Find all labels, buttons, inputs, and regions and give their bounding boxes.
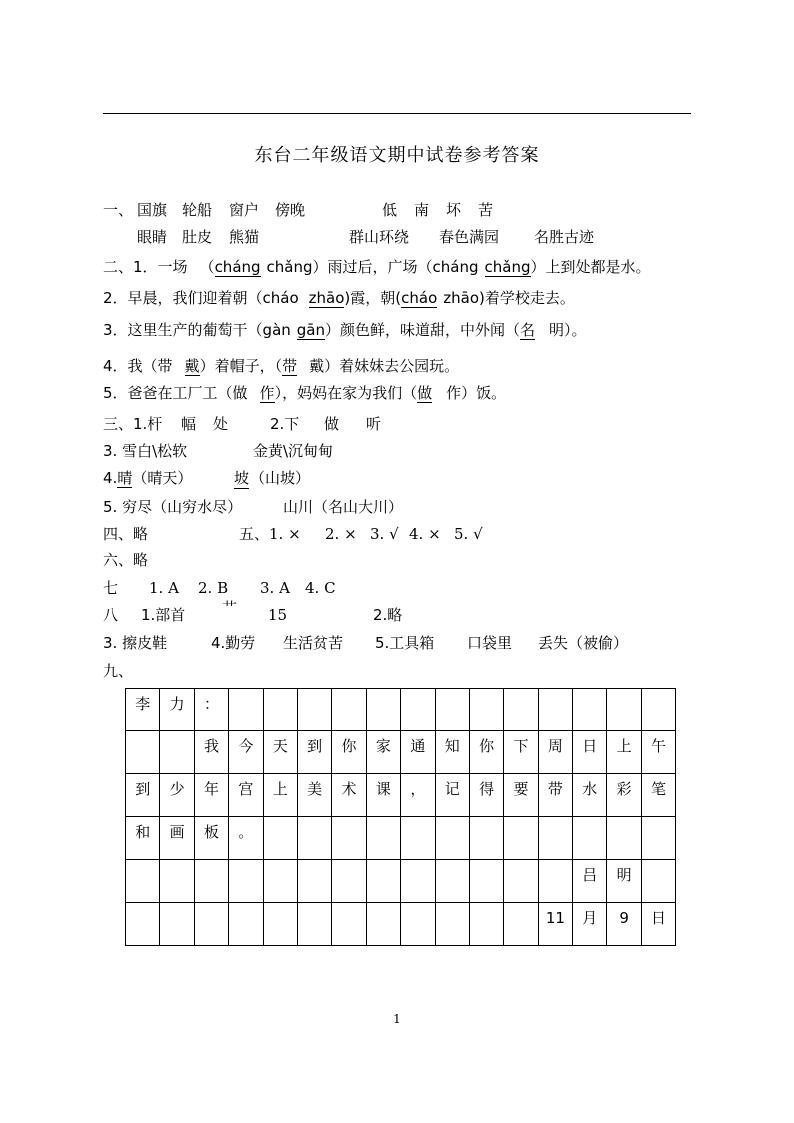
section-2-line-5 [103, 383, 506, 403]
grid-cell [469, 689, 503, 731]
grid-cell [366, 689, 400, 731]
underlined-answer: 带 [282, 357, 298, 375]
grid-cell [366, 860, 400, 903]
text: ）颜色鲜，味道甜，中外闻（ [325, 321, 521, 339]
text: cháng [432, 258, 479, 276]
section-4-5 [103, 524, 483, 544]
text: 2. B [198, 579, 229, 597]
grid-cell: 天 [263, 731, 297, 774]
grid-cell [469, 817, 503, 860]
grid-cell [263, 689, 297, 731]
text: 生活贫苦 [283, 634, 344, 652]
text: 处 [213, 415, 229, 433]
text: ）上到处都是水。 [530, 258, 651, 276]
grid-cell: 要 [504, 774, 538, 817]
grid-cell: 上 [263, 774, 297, 817]
text: 5. √ [454, 525, 483, 543]
grid-cell: 和 [126, 817, 160, 860]
grid-cell [160, 903, 194, 946]
grid-cell [263, 903, 297, 946]
grid-cell: 笔 [641, 774, 675, 817]
section-3-line-1 [103, 414, 382, 434]
grid-row [126, 817, 676, 860]
grid-cell: 午 [641, 731, 675, 774]
grid-row [126, 903, 676, 946]
grid-cell: 得 [469, 774, 503, 817]
section-7 [103, 578, 336, 598]
grid-cell [194, 903, 228, 946]
grid-cell: 你 [332, 731, 366, 774]
text: 4.勤劳 [211, 634, 256, 652]
grid-cell [641, 689, 675, 731]
grid-row [126, 689, 676, 731]
text: 作）饭。 [446, 384, 507, 402]
grid-cell [538, 817, 572, 860]
grid-cell [229, 903, 263, 946]
text: chǎng [266, 258, 313, 276]
grid-cell: 日 [641, 903, 675, 946]
grid-cell: 年 [194, 774, 228, 817]
underlined-answer: 晴 [117, 469, 133, 487]
text: 戴）着妹妹去公园玩。 [309, 357, 460, 375]
text: 4. C [305, 579, 336, 597]
grid-cell: 美 [297, 774, 331, 817]
grid-cell [126, 903, 160, 946]
grid-cell: 周 [538, 731, 572, 774]
grid-cell: 水 [573, 774, 607, 817]
text: 4. × [409, 525, 441, 543]
section-2-line-2 [103, 288, 575, 308]
grid-cell [297, 817, 331, 860]
grid-cell [641, 860, 675, 903]
grid-cell [160, 731, 194, 774]
grid-cell: 到 [297, 731, 331, 774]
grid-cell: 知 [435, 731, 469, 774]
underlined-answer: 名 [520, 321, 536, 339]
grid-cell [229, 689, 263, 731]
section-8-line-1 [103, 599, 403, 625]
section-8-line-2 [103, 633, 629, 653]
answer-word: 苦 [478, 201, 494, 219]
grid-cell: 李 [126, 689, 160, 731]
answer-word: 熊猫 [229, 228, 260, 246]
grid-cell: 明 [607, 860, 641, 903]
answer-word: 轮船 [182, 201, 213, 219]
grid-cell: 力 [160, 689, 194, 731]
grid-cell: 带 [538, 774, 572, 817]
text: 3. A [260, 579, 290, 597]
text: 丢失（被偷） [538, 634, 629, 652]
text: （山坡） [250, 469, 311, 487]
text: 四、略 [103, 525, 149, 543]
text: （晴天） [132, 469, 193, 487]
answer-word: 坏 [446, 201, 462, 219]
grid-cell: 宫 [229, 774, 263, 817]
grid-cell: ： [194, 689, 228, 731]
grid-cell [573, 689, 607, 731]
grid-cell: 少 [160, 774, 194, 817]
grid-cell [263, 817, 297, 860]
page-number: 1 [393, 1012, 401, 1026]
answer-word: 低 [382, 201, 398, 219]
grid-cell [504, 903, 538, 946]
text: 2．早晨，我们迎着朝（cháo [103, 289, 299, 307]
radical-glyph: 艹 [222, 599, 238, 617]
answer-word: 群山环绕 [349, 228, 410, 246]
answer-word: 傍晚 [275, 201, 306, 219]
text: 山川（名山大川） [283, 498, 404, 516]
writing-grid [125, 688, 676, 946]
grid-cell [297, 860, 331, 903]
text: 2.下 [270, 415, 300, 433]
grid-cell: 。 [229, 817, 263, 860]
grid-cell: 下 [504, 731, 538, 774]
grid-cell [126, 731, 160, 774]
grid-cell [573, 817, 607, 860]
underlined-answer: 戴 [184, 357, 200, 375]
answer-word: 窗户 [229, 201, 260, 219]
grid-row [126, 731, 676, 774]
grid-cell: ， [401, 774, 435, 817]
grid-cell: 到 [126, 774, 160, 817]
grid-cell [194, 860, 228, 903]
grid-cell [366, 903, 400, 946]
section-3-line-3 [103, 468, 311, 488]
grid-cell [435, 817, 469, 860]
grid-cell: 板 [194, 817, 228, 860]
text: 3. 雪白\松软 [103, 442, 188, 460]
text: （ [199, 258, 215, 276]
grid-cell [229, 860, 263, 903]
grid-cell: 今 [229, 731, 263, 774]
text: 3. √ [370, 525, 399, 543]
grid-cell [401, 903, 435, 946]
grid-cell: 术 [332, 774, 366, 817]
text: 八 [103, 606, 119, 624]
section-2-line-1 [103, 257, 651, 277]
grid-cell [435, 689, 469, 731]
text: )霞，朝( [344, 289, 402, 307]
text: ），妈妈在家为我们（ [274, 384, 418, 402]
grid-cell [641, 817, 675, 860]
text: 1.部首 [141, 606, 186, 624]
grid-cell [435, 860, 469, 903]
grid-row [126, 860, 676, 903]
section-9: 九、 [103, 662, 134, 680]
text: 2.略 [373, 606, 403, 624]
grid-cell [538, 689, 572, 731]
underlined-answer: cháo [401, 289, 438, 307]
text: 幅 [181, 415, 197, 433]
section-2-line-3 [103, 320, 587, 340]
grid-cell [401, 689, 435, 731]
grid-cell: 日 [573, 731, 607, 774]
text: 4．我（带 [103, 357, 173, 375]
grid-cell [332, 817, 366, 860]
underlined-answer: zhāo [308, 289, 345, 307]
text: 2. × [325, 525, 357, 543]
text: 5. 穷尽（山穷水尽） [103, 498, 243, 516]
grid-cell: 通 [401, 731, 435, 774]
underlined-answer: gān [296, 321, 325, 339]
grid-cell [607, 817, 641, 860]
grid-row [126, 774, 676, 817]
grid-cell [332, 860, 366, 903]
text: 1. A [149, 579, 179, 597]
answer-word: 肚皮 [182, 228, 213, 246]
section-label: 一、 [103, 201, 134, 219]
grid-cell: 彩 [607, 774, 641, 817]
grid-cell [263, 860, 297, 903]
grid-cell: 吕 [573, 860, 607, 903]
section-6: 六、略 [103, 551, 149, 569]
text: ）着帽子，（ [199, 357, 283, 375]
answer-word: 眼睛 [137, 228, 168, 246]
text: 5．爸爸在工厂工（做 [103, 384, 248, 402]
grid-cell: 我 [194, 731, 228, 774]
page-title: 东台二年级语文期中试卷参考答案 [254, 145, 540, 166]
header-rule [103, 113, 691, 114]
grid-cell [366, 817, 400, 860]
text: 二、1．一场 [103, 258, 188, 276]
grid-cell [401, 860, 435, 903]
grid-cell: 你 [469, 731, 503, 774]
answer-word: 春色满园 [439, 228, 500, 246]
grid-cell [504, 817, 538, 860]
text: ）雨过后，广场（ [312, 258, 433, 276]
grid-cell [469, 860, 503, 903]
text: 4. [103, 469, 118, 487]
underlined-answer: cháng [214, 258, 261, 276]
grid-cell: 家 [366, 731, 400, 774]
text: 15 [268, 606, 288, 624]
section-3-line-2 [103, 441, 334, 461]
section-2-line-4 [103, 356, 459, 376]
text: 金黄\沉甸甸 [253, 442, 334, 460]
grid-cell: 上 [607, 731, 641, 774]
text: 口袋里 [467, 634, 513, 652]
grid-cell: 记 [435, 774, 469, 817]
underlined-answer: 坡 [234, 469, 250, 487]
underlined-answer: 做 [417, 384, 433, 402]
text: 3．这里生产的葡萄干（gàn [103, 321, 291, 339]
answer-word: 名胜古迹 [534, 228, 595, 246]
text: 七 [103, 579, 119, 597]
text: 听 [366, 415, 382, 433]
grid-cell [160, 860, 194, 903]
grid-cell [504, 689, 538, 731]
underlined-answer: 作 [259, 384, 275, 402]
grid-cell [435, 903, 469, 946]
underlined-answer: chǎng [484, 258, 531, 276]
grid-cell: 月 [573, 903, 607, 946]
grid-cell [469, 903, 503, 946]
section-3-line-4 [103, 497, 404, 517]
text: 3. 擦皮鞋 [103, 634, 168, 652]
grid-cell: 9 [607, 903, 641, 946]
text: zhāo)着学校走去。 [443, 289, 575, 307]
grid-cell [297, 689, 331, 731]
grid-cell [538, 860, 572, 903]
grid-cell [297, 903, 331, 946]
answer-word: 国旗 [137, 201, 168, 219]
grid-cell [504, 860, 538, 903]
answer-word: 南 [414, 201, 430, 219]
grid-cell: 课 [366, 774, 400, 817]
grid-cell: 画 [160, 817, 194, 860]
grid-cell: 11 [538, 903, 572, 946]
grid-cell [332, 903, 366, 946]
grid-cell [607, 689, 641, 731]
text: 五、1. × [239, 525, 301, 543]
text: 做 [324, 415, 340, 433]
section-1-row-1 [103, 200, 494, 220]
grid-cell [126, 860, 160, 903]
text: 三、1.杆 [103, 415, 163, 433]
text: 5.工具箱 [375, 634, 435, 652]
text: 明）。 [549, 321, 587, 339]
grid-cell [332, 689, 366, 731]
grid-cell [401, 817, 435, 860]
